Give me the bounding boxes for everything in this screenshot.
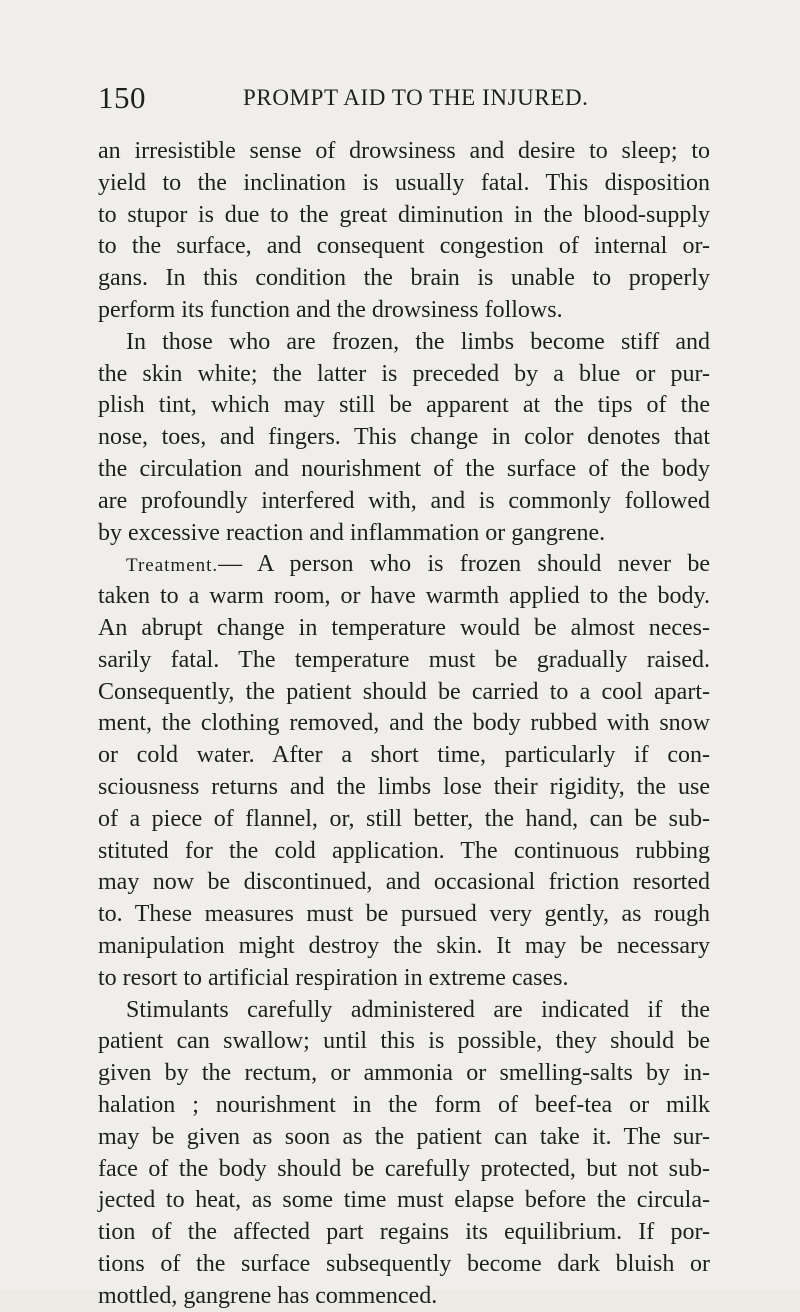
treatment-line: [98, 549, 710, 581]
body-text: [98, 136, 710, 1312]
section-label: Treatment.: [126, 555, 219, 577]
text-line: to stupor is due to the great diminution in the blood-supply: [98, 201, 710, 228]
text-line: the circulation and nourishment of the surface of the body: [98, 455, 710, 482]
text-line: Stimulants carefully administered are indicated if the: [126, 996, 710, 1023]
text-line: to resort to artificial respiration in extreme cases.: [98, 964, 569, 991]
text-line: given by the rectum, or ammonia or smelling-salts by in-: [98, 1060, 710, 1087]
text-line: may now be discontinued, and occasional friction resorted: [98, 869, 710, 896]
running-title: PROMPT AID TO THE INJURED.: [243, 85, 589, 110]
text-line: an irresistible sense of drowsiness and desire to sleep; to: [98, 138, 710, 164]
text-line: jected to heat, as some time must elapse before the circula-: [98, 1187, 710, 1214]
text-line: by excessive reaction and inflammation or gangrene.: [98, 519, 606, 546]
text-line: taken to a warm room, or have warmth applied to the body.: [98, 583, 710, 610]
text-line: halation ; nourishment in the form of beef-tea or milk: [98, 1091, 710, 1118]
text-line: are profoundly interfered with, and is commonly followed: [98, 487, 710, 514]
text-line: perform its function and the drowsiness follows.: [98, 296, 563, 323]
text-line: to the surface, and consequent congestion of internal or-: [98, 233, 710, 260]
text-line: face of the body should be carefully protected, but not sub-: [98, 1155, 710, 1182]
text-line: patient can swallow; until this is possible, they should be: [98, 1028, 710, 1055]
text-line: may be given as soon as the patient can take it. The sur-: [98, 1123, 710, 1150]
text-line: tion of the affected part regains its equilibrium. If por-: [98, 1219, 710, 1246]
text-line: manipulation might destroy the skin. It may be necessary: [98, 932, 710, 959]
text-line: stituted for the cold application. The continuous rubbing: [98, 837, 710, 864]
text-line: sciousness returns and the limbs lose their rigidity, the use: [98, 773, 710, 800]
page-number: 150: [98, 80, 146, 115]
text-line: tions of the surface subsequently become dark bluish or: [98, 1250, 710, 1277]
text-line: gans. In this condition the brain is unable to properly: [98, 265, 710, 292]
text-line: An abrupt change in temperature would be almost neces-: [98, 614, 710, 641]
text-line: sarily fatal. The temperature must be gradually raised.: [98, 646, 710, 673]
text-line: or cold water. After a short time, particularly if con-: [98, 742, 710, 769]
text-line-remainder: — A person who is frozen should never be: [218, 551, 710, 578]
text-line: Consequently, the patient should be carried to a cool apart-: [98, 678, 710, 705]
text-line: In those who are frozen, the limbs become stiff and: [126, 328, 710, 355]
text-line: the skin white; the latter is preceded by a blue or pur-: [98, 360, 710, 387]
page-header: [0, 78, 800, 118]
text-line: mottled, gangrene has commenced.: [98, 1282, 438, 1309]
text-line: plish tint, which may still be apparent at the tips of the: [98, 392, 710, 419]
text-line: of a piece of flannel, or, still better, the hand, can be sub-: [98, 805, 710, 832]
text-line: yield to the inclination is usually fatal. This disposition: [98, 169, 710, 196]
text-line: ment, the clothing removed, and the body rubbed with snow: [98, 710, 710, 737]
text-line: to. These measures must be pursued very gently, as rough: [98, 901, 710, 928]
text-line: nose, toes, and fingers. This change in color denotes that: [98, 424, 710, 451]
